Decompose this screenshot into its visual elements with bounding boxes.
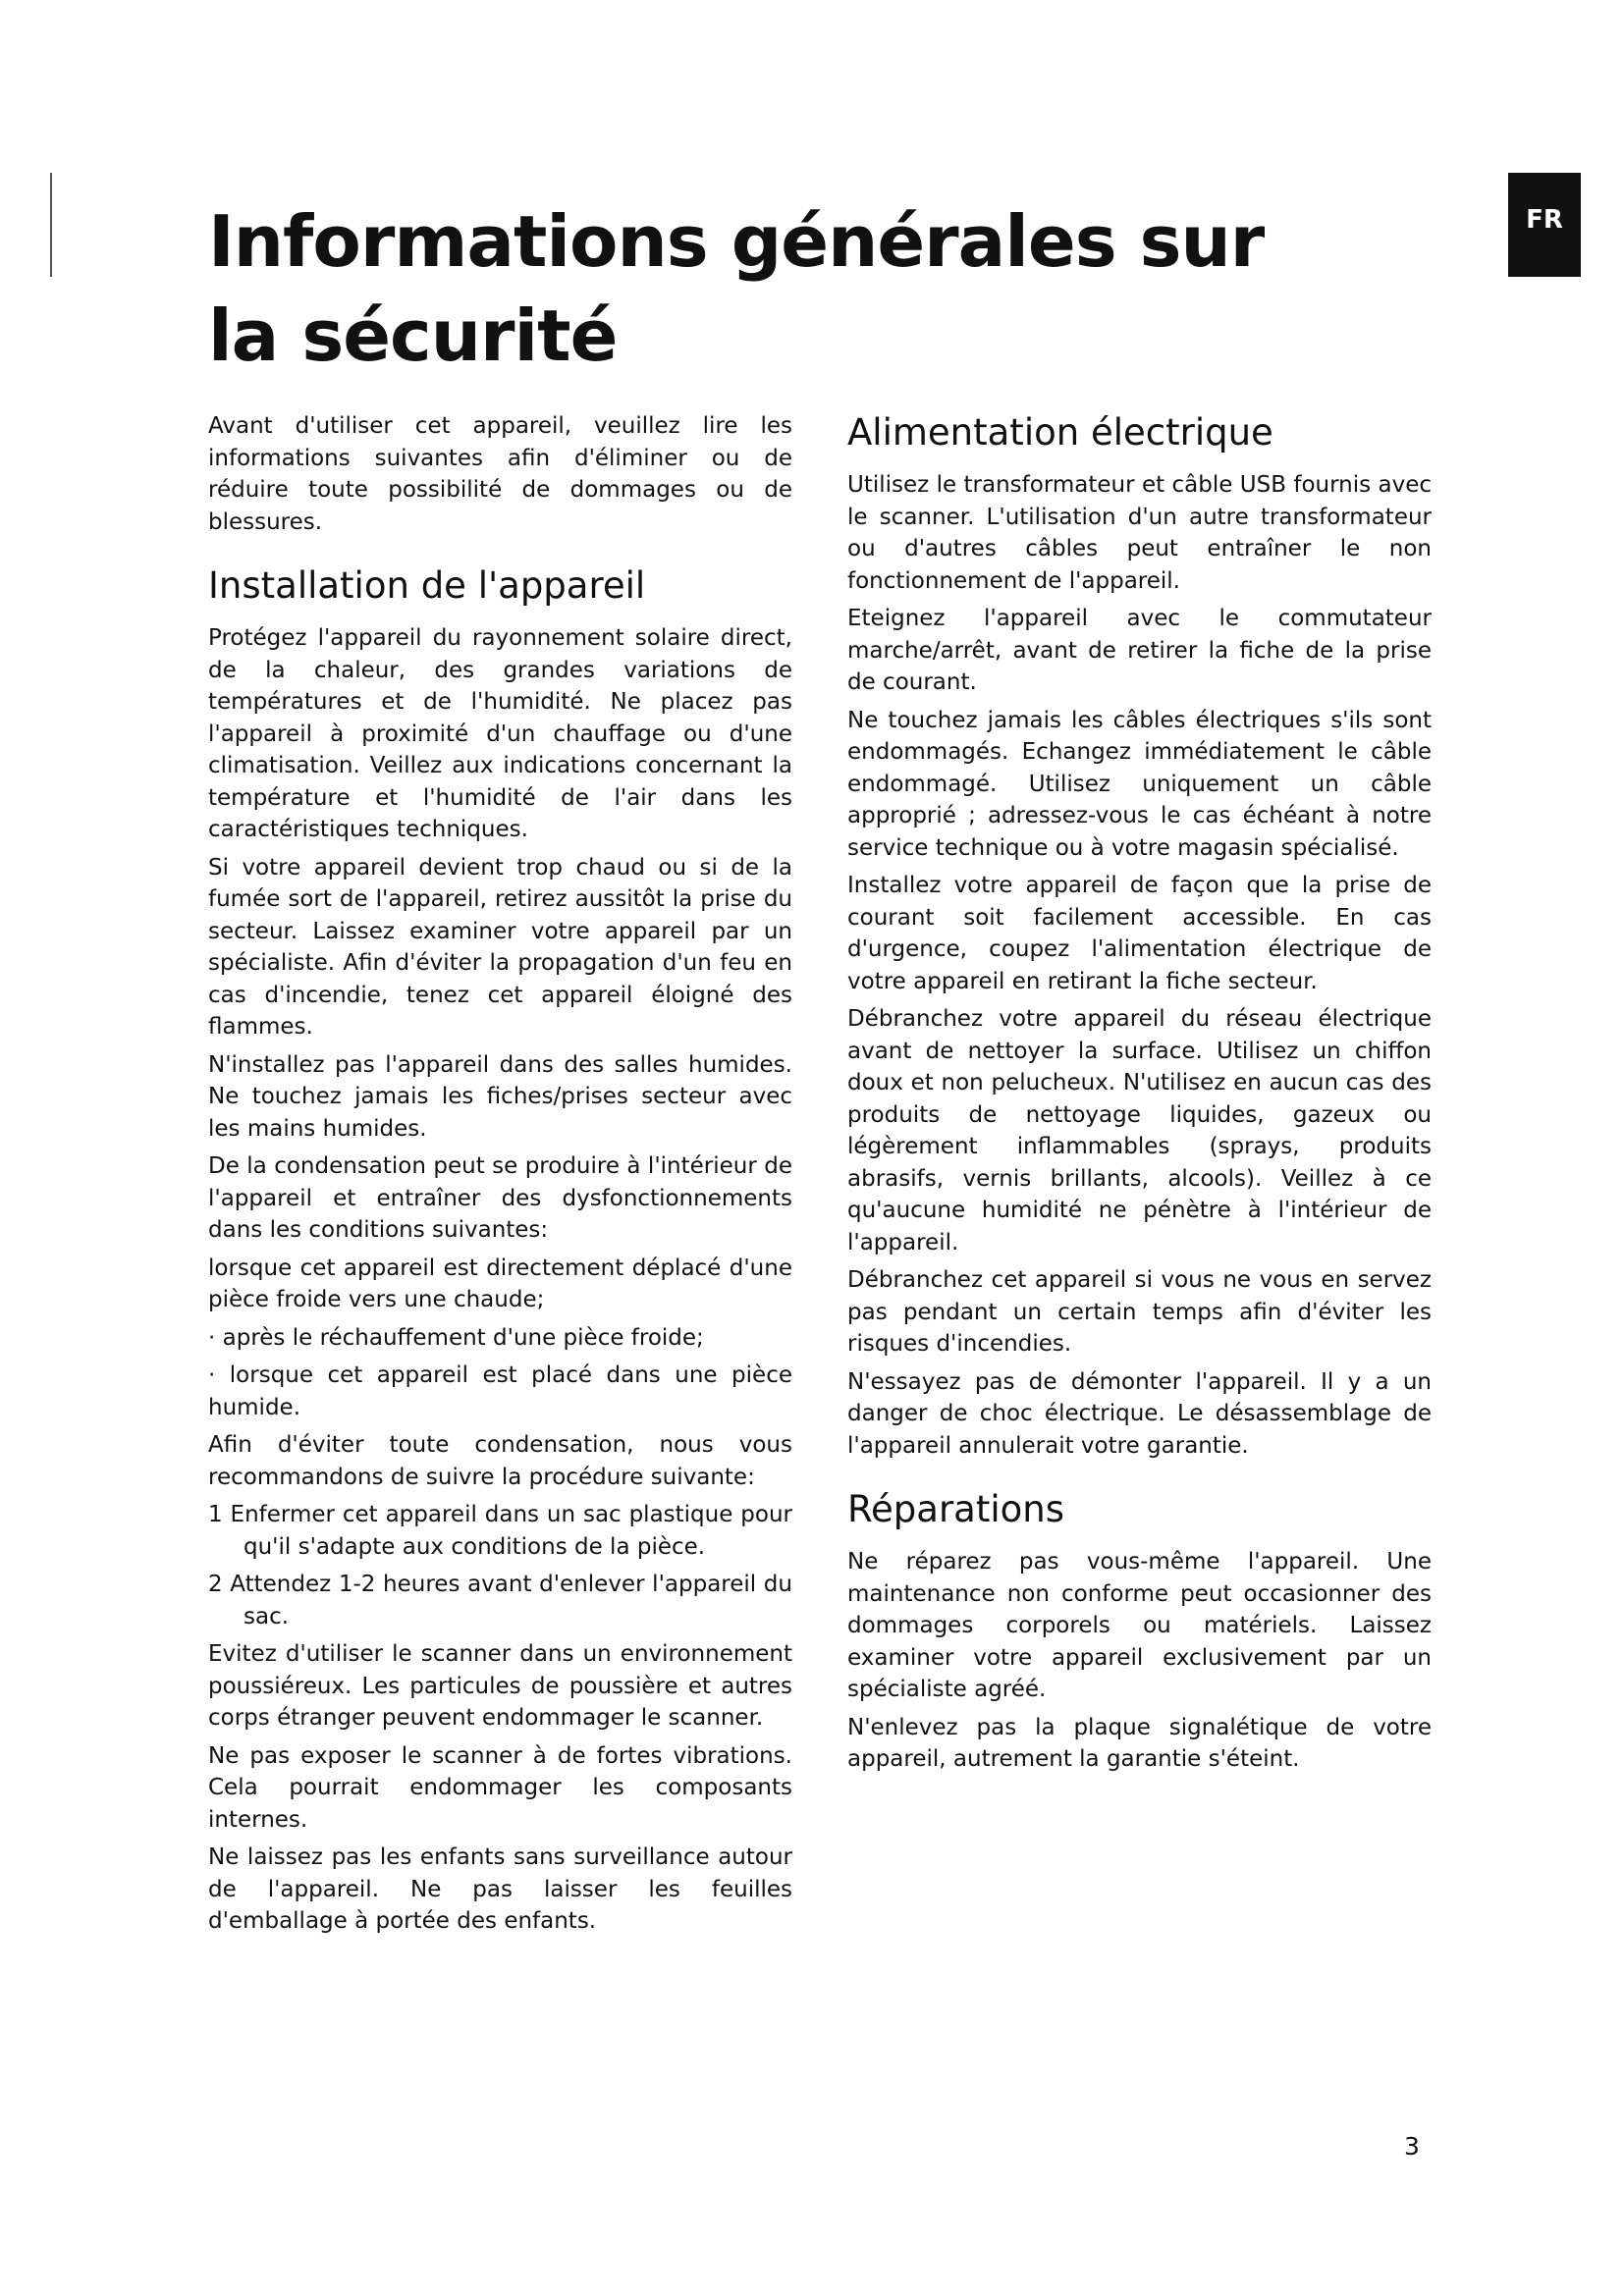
bullet-item: · lorsque cet appareil est placé dans une pièce humide. [208, 1362, 792, 1420]
paragraph: De la condensation peut se produire à l'intérieur de l'appareil et entraîner des dysfonctionnements dans les conditions suivantes: [208, 1153, 792, 1243]
left-column [208, 410, 792, 1944]
paragraph: lorsque cet appareil est directement déplacé d'une pièce froide vers une chaude; [208, 1255, 792, 1312]
paragraph: Débranchez votre appareil du réseau électrique avant de nettoyer la surface. Utilisez un chiffon doux et non pelucheux. N'utilisez en aucun cas des produits de nettoyage liquides, gazeux ou légèrement inflammables (sprays, produits abrasifs, vernis brillants, alcools). Veillez à ce qu'aucune humidité ne pénètre à l'intérieur de l'appareil. [847, 1006, 1432, 1255]
page-title: Informations générales sur la sécurité [208, 200, 1265, 377]
section-heading-installation: Installation de l'appareil [208, 564, 646, 607]
section-heading-power-supply: Alimentation électrique [847, 411, 1273, 454]
paragraph: Si votre appareil devient trop chaud ou si de la fumée sort de l'appareil, retirez aussitôt la prise du secteur. Laissez examiner votre appareil par un spécialiste. Afin d'éviter la propagation d'un feu en cas d'incendie, tenez cet appareil éloigné des flammes. [208, 854, 792, 1040]
numbered-step: 1 Enfermer cet appareil dans un sac plastique pour qu'il s'adapte aux conditions de la pièce. [208, 1502, 792, 1560]
paragraph: Ne réparez pas vous-même l'appareil. Une maintenance non conforme peut occasionner des dommages corporels ou matériels. Laissez examiner votre appareil exclusivement par un spécialiste agréé. [847, 1549, 1432, 1702]
paragraph: Utilisez le transformateur et câble USB fournis avec le scanner. L'utilisation d'un autre transformateur ou d'autres câbles peut entraîner le non fonctionnement de l'appareil. [847, 472, 1432, 594]
paragraph: Evitez d'utiliser le scanner dans un environnement poussiéreux. Les particules de poussière et autres corps étranger peuvent endommager le scanner. [208, 1641, 792, 1731]
margin-rule [50, 173, 52, 277]
paragraph: N'enlevez pas la plaque signalétique de votre appareil, autrement la garantie s'éteint. [847, 1714, 1432, 1772]
numbered-step: 2 Attendez 1-2 heures avant d'enlever l'appareil du sac. [208, 1572, 792, 1629]
page-number: 3 [1404, 2132, 1420, 2161]
right-column [847, 410, 1432, 1782]
paragraph: N'essayez pas de démonter l'appareil. Il y a un danger de choc électrique. Le désassemblage de l'appareil annulerait votre garantie. [847, 1368, 1432, 1459]
section-heading-repairs: Réparations [847, 1488, 1065, 1530]
intro-paragraph: Avant d'utiliser cet appareil, veuillez lire les informations suivantes afin d'éliminer ou de réduire toute possibilité de dommages ou de blessures. [208, 413, 792, 535]
paragraph: Installez votre appareil de façon que la prise de courant soit facilement accessible. En cas d'urgence, coupez l'alimentation électrique de votre appareil en retirant la fiche secteur. [847, 873, 1432, 994]
language-tab: FR [1508, 173, 1581, 277]
paragraph: Afin d'éviter toute condensation, nous vous recommandons de suivre la procédure suivante: [208, 1432, 792, 1490]
paragraph: Débranchez cet appareil si vous ne vous en servez pas pendant un certain temps afin d'éviter les risques d'incendies. [847, 1267, 1432, 1357]
paragraph: Protégez l'appareil du rayonnement solaire direct, de la chaleur, des grandes variations de températures et de l'humidité. Ne placez pas l'appareil à proximité d'un chauffage ou d'une climatisation. Veillez aux indications concernant la température et l'humidité de l'air dans les caractéristiques techniques. [208, 625, 792, 842]
paragraph: Ne pas exposer le scanner à de fortes vibrations. Cela pourrait endommager les composants internes. [208, 1742, 792, 1833]
paragraph: Eteignez l'appareil avec le commutateur marche/arrêt, avant de retirer la fiche de la prise de courant. [847, 606, 1432, 695]
paragraph: Ne touchez jamais les câbles électriques s'ils sont endommagés. Echangez immédiatement le câble endommagé. Utilisez uniquement un câble approprié ; adressez-vous le cas échéant à notre service technique ou à votre magasin spécialisé. [847, 707, 1432, 861]
paragraph: N'installez pas l'appareil dans des salles humides. Ne touchez jamais les fiches/prises secteur avec les mains humides. [208, 1051, 792, 1142]
paragraph: Ne laissez pas les enfants sans surveillance autour de l'appareil. Ne pas laisser les feuilles d'emballage à portée des enfants. [208, 1844, 792, 1934]
bullet-item: · après le réchauffement d'une pièce froide; [208, 1324, 704, 1351]
